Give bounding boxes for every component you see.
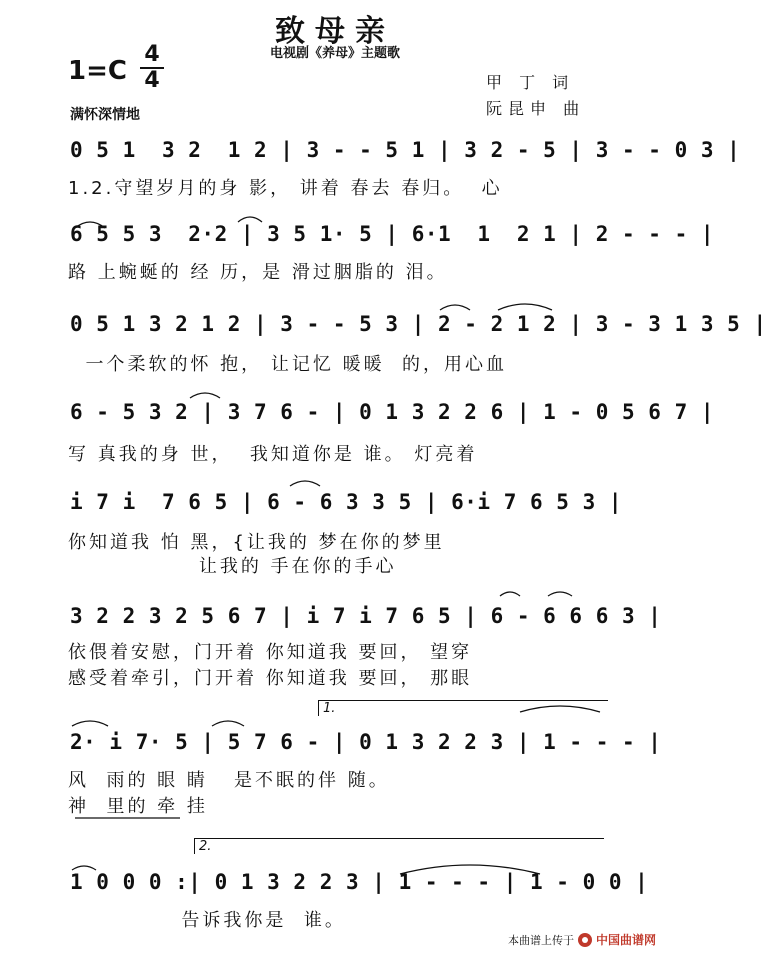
volta-second: 2.	[194, 838, 604, 854]
notes-line: 6 5 5 3 2·2 | 3 5 1· 5 | 6·1 1 2 1 | 2 - - - |	[70, 222, 715, 246]
notes-line: 1 0 0 0 :| 0 1 3 2 2 3 | 1 - - - | 1 - 0 0 |	[70, 870, 649, 894]
expression-mark: 满怀深情地	[70, 107, 140, 123]
footer-upload-text: 本曲谱上传于	[507, 933, 574, 947]
lyric-line: 写 真我的身 世， 我知道你是 谁。 灯亮着	[68, 444, 478, 465]
lyric-line: 神 里的 牵 挂	[68, 796, 208, 817]
score-row-2	[60, 212, 715, 252]
notes-line: 0 5 1 3 2 1 2 | 3 - - 5 1 | 3 2 - 5 | 3 - - 0 3 |	[70, 138, 741, 162]
site-logo-icon	[578, 933, 592, 947]
composer-credit: 阮昆申 曲	[486, 99, 586, 118]
score-row-5	[60, 480, 623, 520]
volta-first: 1.	[318, 700, 608, 716]
lyric-line: 让我的 手在你的手心	[68, 556, 397, 577]
lyric-line: 一个柔软的怀 抱， 让记忆 暖暖 的，用心血	[68, 354, 508, 375]
lyric-line: 1.2.守望岁月的身 影， 讲着 春去 春归。 心	[68, 178, 503, 199]
score-row-4	[60, 390, 715, 430]
score-row-3	[60, 302, 767, 342]
lyric-line: 路 上蜿蜒的 经 历，是 滑过胭脂的 泪。	[68, 262, 448, 283]
score-row-7	[60, 720, 662, 760]
meter-top: 4	[144, 42, 160, 67]
score-row-8	[60, 860, 649, 900]
lyric-line: 告诉我你是 谁。	[68, 910, 346, 931]
key-signature: 1=C	[68, 56, 127, 86]
footer-credit	[508, 931, 656, 948]
score-row-1	[60, 128, 741, 168]
time-signature	[140, 44, 164, 92]
lyricist-credit: 甲 丁 词	[486, 73, 575, 92]
notes-line: i 7 i 7 6 5 | 6 - 6 3 3 5 | 6·i 7 6 5 3 |	[70, 490, 623, 514]
lyric-line: 感受着牵引，门开着 你知道我 要回， 那眼	[68, 668, 473, 689]
lyric-line: 依偎着安慰，门开着 你知道我 要回， 望穿	[68, 642, 473, 663]
lyric-line: 风 雨的 眼 睛 是不眠的伴 随。	[68, 770, 390, 791]
page-subtitle: 电视剧《养母》主题歌	[269, 46, 400, 61]
notes-line: 3 2 2 3 2 5 6 7 | i 7 i 7 6 5 | 6 - 6 6 6 3 |	[70, 604, 662, 628]
lyric-line: 你知道我 怕 黑，{让我的 梦在你的梦里	[68, 532, 445, 553]
page-title: 致母亲	[275, 14, 395, 49]
meter-bottom: 4	[144, 68, 160, 93]
notes-line: 0 5 1 3 2 1 2 | 3 - - 5 3 | 2 - 2 1 2 | 3 - 3 1 3 5 |	[70, 312, 767, 336]
notes-line: 6 - 5 3 2 | 3 7 6 - | 0 1 3 2 2 6 | 1 - 0 5 6 7 |	[70, 400, 715, 424]
notes-line: 2· i 7· 5 | 5 7 6 - | 0 1 3 2 2 3 | 1 - - - |	[70, 730, 662, 754]
site-name[interactable]: 中国曲谱网	[595, 933, 656, 947]
score-row-6	[60, 594, 662, 634]
